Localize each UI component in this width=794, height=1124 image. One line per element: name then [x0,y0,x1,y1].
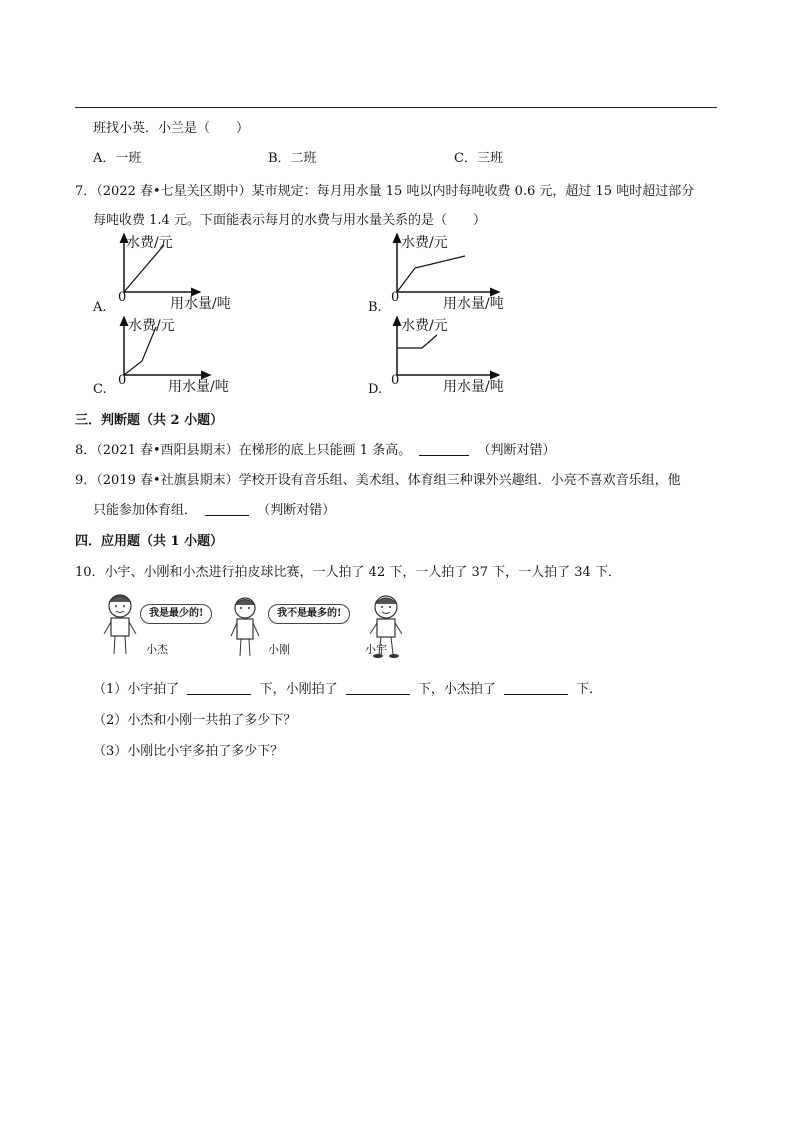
q10-sub3: （3）小刚比小宇多拍了多少下？ [93,744,284,759]
q7-option-c-letter[interactable]: C. [93,382,107,397]
graph-d-ylabel: 水费/元 [401,318,448,334]
q7-option-b-letter[interactable]: B. [368,300,382,315]
q7-graph-d[interactable] [387,313,537,393]
q8-text: 8．（2021 春•酉阳县期末）在梯形的底上只能画 1 条高。 [75,443,412,458]
q7-graph-b[interactable] [387,230,537,310]
kid-xiaogang-figure [226,596,264,660]
graph-a-xlabel: 用水量/吨 [170,296,231,312]
q7-line2: 每吨收费 1.4 元。下面能表示每月的水费与用水量关系的是（ ） [93,213,486,228]
section-3-title: 三．判断题（共 2 小题） [75,413,224,428]
blank-xiaojie[interactable] [504,682,568,695]
graph-a-origin: 0 [118,290,127,305]
q9-line1: 9．（2019 春•社旗县期末）学校开设有音乐组、美术组、体育组三种课外兴趣组．小亮不喜欢音乐组，他 [75,473,681,488]
sub1-part-c: 下，小杰拍了 [417,682,496,697]
graph-b-origin: 0 [391,290,400,305]
q8-tail: （判断对错） [477,443,556,458]
q8-answer-blank[interactable] [419,443,469,456]
sub1-part-a: （1）小宇拍了 [93,682,180,697]
sub1-part-b: 下，小刚拍了 [259,682,338,697]
blank-xiaoyu[interactable] [187,682,251,695]
graph-c-ylabel: 水费/元 [128,318,175,334]
q10-sub2: （2）小杰和小刚一共拍了多少下？ [93,713,297,728]
q9-answer-blank[interactable] [205,503,249,516]
graph-b-xlabel: 用水量/吨 [443,296,504,312]
speech-bubble-1: 我是最少的! [140,604,212,624]
q7-option-a-letter[interactable]: A. [93,300,107,315]
q6-option-b[interactable]: B．二班 [268,151,317,166]
q8-line [75,439,556,458]
q9-line2 [93,499,335,518]
q7-graph-a[interactable] [112,230,252,310]
graph-c-origin: 0 [118,373,127,388]
sub1-part-d: 下． [576,682,603,697]
q9-tail: （判断对错） [257,503,336,518]
q7-graph-c[interactable] [112,313,252,393]
name-xiaoyu: 小宇 [365,643,387,656]
q7-line1: 7．（2022 春•七星关区期中）某市规定：每月用水量 15 吨以内时每吨收费 0.6 元，超过 15 吨时超过部分 [75,184,695,199]
q10-sub1 [93,678,602,697]
graph-a-ylabel: 水费/元 [126,235,173,251]
graph-d-origin: 0 [391,373,400,388]
speech-bubble-2: 我不是最多的! [268,604,350,624]
section-4-title: 四．应用题（共 1 小题） [75,534,224,549]
q9-text: 只能参加体育组． [93,503,198,518]
blank-xiaogang[interactable] [346,682,410,695]
q6-option-a[interactable]: A．一班 [93,151,142,166]
name-xiaojie: 小杰 [146,643,168,656]
graph-d-xlabel: 用水量/吨 [443,379,504,395]
name-xiaogang: 小刚 [268,643,290,656]
graph-b-ylabel: 水费/元 [401,235,448,251]
q7-option-d-letter[interactable]: D. [368,382,383,397]
header-rule [75,107,717,108]
q10-text: 10．小宇、小刚和小杰进行拍皮球比赛，一人拍了 42 下，一人拍了 37 下，一人拍了 34 下． [75,565,621,580]
kid-xiaojie-figure [100,592,140,658]
q6-option-c[interactable]: C．三班 [454,151,503,166]
q6-tail: 班找小英．小兰是（ ） [93,121,250,136]
graph-c-xlabel: 用水量/吨 [168,379,229,395]
